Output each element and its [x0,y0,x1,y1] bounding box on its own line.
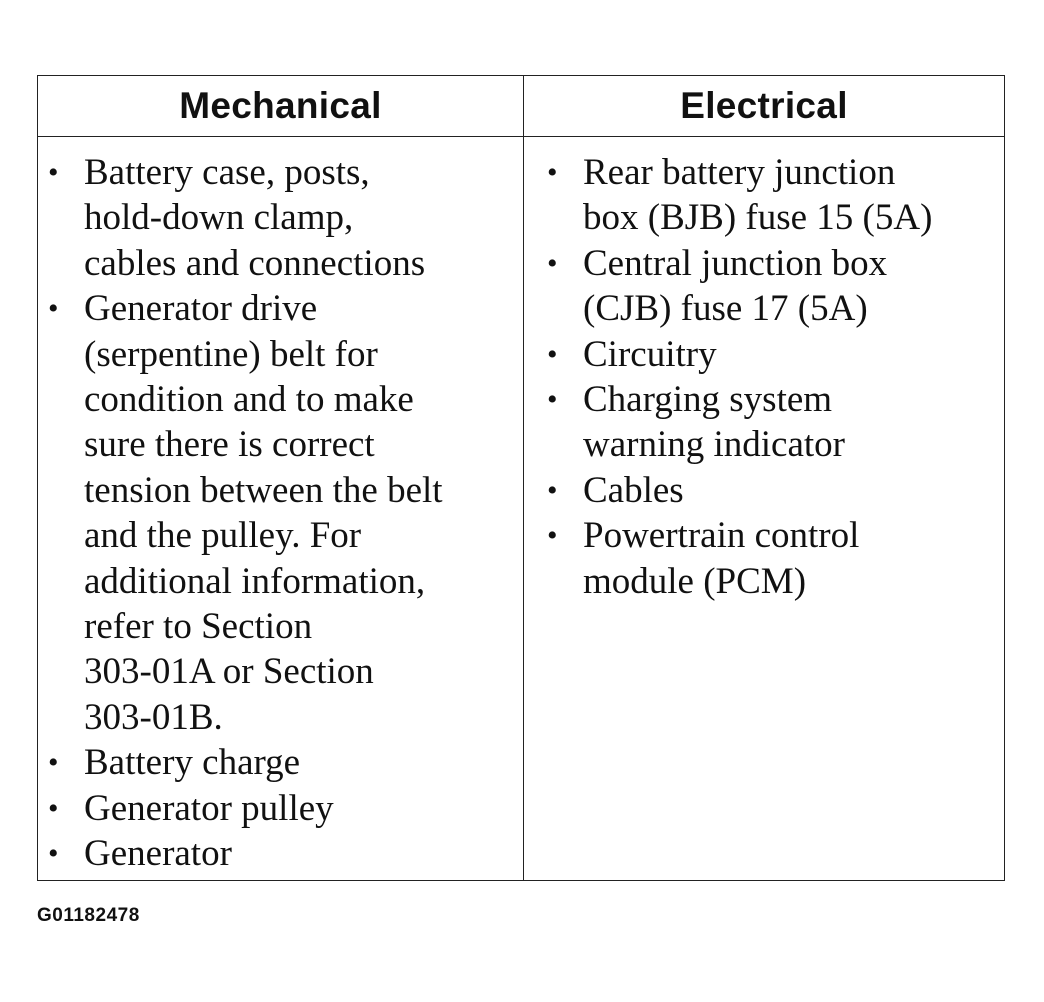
list-item-text: Battery case, posts, hold-down clamp, cables and connections [84,152,426,284]
column-divider [523,76,524,880]
bullet-icon: • [547,337,558,371]
list-item [543,377,1001,468]
list-item [44,831,518,876]
mechanical-header: Mechanical [179,85,382,126]
list-item-text: Rear battery junction box (BJB) fuse 15 (5A) [583,152,933,239]
list-item [543,150,1001,241]
bullet-icon: • [547,246,558,280]
list-item-text: Powertrain control module (PCM) [583,515,860,602]
electrical-header: Electrical [680,85,848,126]
bullet-icon: • [48,837,59,871]
list-item-text: Cables [583,469,684,511]
bullet-icon: • [547,473,558,507]
list-item-text: Charging system warning indicator [583,379,845,466]
bullet-icon: • [48,156,59,189]
list-item-text: Generator drive (serpentine) belt for condition and to make sure there is correct tension between the belt and the pulley. For additional information, refer to Section 303-01A or Section 303-01B. [84,288,443,738]
mechanical-list [44,150,518,877]
list-item [44,740,518,785]
list-item-text: Generator [84,833,232,875]
list-item [44,150,518,286]
list-item [543,468,1001,513]
electrical-list [543,150,1001,604]
list-item [44,286,518,740]
header-divider [38,136,1004,137]
bullet-icon: • [547,156,558,189]
list-item [543,513,1001,604]
list-item-text: Circuitry [583,333,717,375]
inspection-table [37,75,1005,881]
bullet-icon: • [48,746,59,780]
electrical-column [543,150,1001,604]
list-item-text: Generator pulley [84,787,334,829]
bullet-icon: • [48,292,59,326]
list-item [543,241,1001,332]
list-item [543,332,1001,377]
list-item [44,786,518,831]
list-item-text: Central junction box (CJB) fuse 17 (5A) [583,242,888,330]
list-item-text: Battery charge [84,742,301,784]
figure-id: G01182478 [37,905,140,926]
bullet-icon: • [547,383,558,417]
bullet-icon: • [547,519,558,553]
mechanical-column [44,150,518,877]
bullet-icon: • [48,791,59,825]
